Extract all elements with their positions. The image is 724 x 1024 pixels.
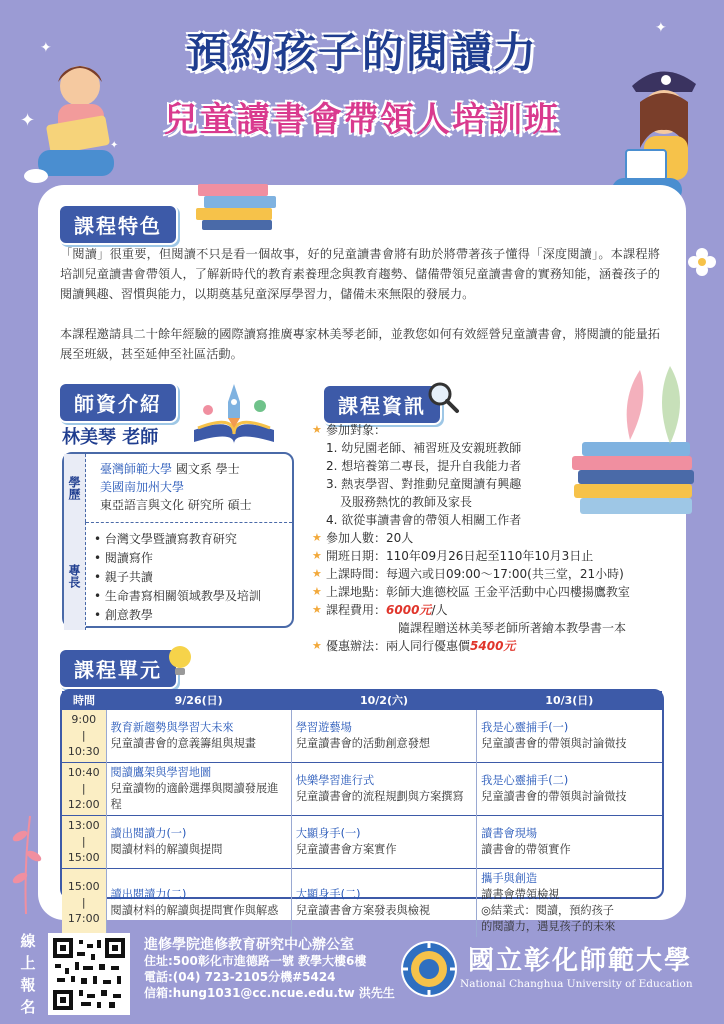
session-cell: 大顯身手(二) 兒童讀書會方案發表與檢視 bbox=[291, 868, 476, 937]
address-text: 住址:500彰化市進德路一號 教學大樓6樓 bbox=[144, 954, 367, 968]
course-info-heading: 課程資訊 bbox=[322, 384, 442, 425]
time-cell: 9:00 | 10:30 bbox=[62, 709, 106, 762]
table-row bbox=[62, 762, 662, 815]
table-row bbox=[62, 868, 662, 937]
expertise-item: • 台灣文學暨讀寫教育研究 bbox=[94, 532, 237, 546]
time-cell: 13:00 | 15:00 bbox=[62, 815, 106, 868]
teacher-heading: 師資介紹 bbox=[58, 382, 178, 423]
star-bullet-icon: ★ bbox=[312, 531, 322, 544]
office-name: 進修學院進修教育研究中心辦公室 bbox=[144, 937, 354, 953]
contact-info bbox=[144, 937, 395, 1001]
page-subtitle: 兒童讀書會帶領人培訓班 bbox=[164, 100, 560, 140]
session-cell: 讀出閱讀力(一) 閱讀材料的解讀與提問 bbox=[106, 815, 291, 868]
audience-item: 4. 欲從事讀書會的帶領人相關工作者 bbox=[326, 513, 522, 527]
audience-item: 3. 熱衷學習、對推動兒童閱讀有興趣 bbox=[326, 477, 522, 491]
star-icon: ✦ bbox=[110, 140, 119, 151]
session-cell: 教育新趨勢與學習大未來 兒童讀書會的意義籌組與規畫 bbox=[106, 709, 291, 762]
book-stack-icon bbox=[196, 182, 280, 232]
university-name-cn: 國立彰化師範大學 bbox=[468, 946, 693, 976]
university-name-en: National Changhua University of Education bbox=[460, 978, 693, 990]
session-cell: 大顯身手(一) 兒童讀書會方案實作 bbox=[291, 815, 476, 868]
star-icon: ✦ bbox=[40, 40, 52, 56]
expertise-item: • 親子共讀 bbox=[94, 570, 153, 584]
schedule-table bbox=[60, 689, 664, 933]
university-emblem-icon bbox=[400, 940, 458, 998]
expertise-list bbox=[94, 530, 261, 625]
star-bullet-icon: ★ bbox=[312, 639, 322, 652]
qr-code-icon bbox=[53, 938, 125, 1010]
session-cell: 學習遊藝場 兒童讀書會的活動創意發想 bbox=[291, 709, 476, 762]
star-icon: ✦ bbox=[20, 110, 36, 131]
course-features-heading: 課程特色 bbox=[58, 204, 178, 245]
education-item: 東亞語言與文化 研究所 碩士 bbox=[100, 498, 252, 512]
column-header: 10/3(日) bbox=[477, 691, 662, 709]
course-features-paragraph-2: 本課程邀請具二十餘年經驗的國際讀寫推廣專家林美琴老師，並教您如何有效經營兒童讀書會，將閱讀的能量拓展至班級，甚至延伸至社區活動。 bbox=[60, 327, 660, 361]
teacher-profile-box bbox=[62, 452, 294, 628]
info-row: ★ 上課時間：每週六或日09:00～17:00(共三堂，21小時) bbox=[312, 567, 624, 581]
star-bullet-icon: ★ bbox=[312, 567, 322, 580]
expertise-label: 專長 bbox=[64, 522, 86, 630]
session-cell: 我是心靈捕手(一) 兒童讀書會的帶領與討論微技 bbox=[477, 709, 662, 762]
column-header: 10/2(六) bbox=[291, 691, 476, 709]
education-item: 美國南加州大學 bbox=[100, 480, 185, 494]
education-item: 臺灣師範大學 國文系 學士 bbox=[100, 462, 240, 476]
time-cell: 15:00 | 17:00 bbox=[62, 868, 106, 937]
magnifier-icon bbox=[426, 380, 460, 414]
session-cell: 讀書會現場 讀書會的帶領實作 bbox=[477, 815, 662, 868]
email-text[interactable]: 信箱:hung1031@cc.ncue.edu.tw 洪先生 bbox=[144, 986, 395, 1000]
session-cell: 閱讀鷹架與學習地圖 兒童讀物的適齡選擇與閱讀發展進程 bbox=[106, 762, 291, 815]
flower-icon bbox=[686, 246, 718, 278]
expertise-item: • 生命書寫相關領域教學及培訓 bbox=[94, 589, 261, 603]
info-row: ★ 參加人數：20人 bbox=[312, 531, 414, 545]
audience-item: 及服務熱忱的教師及家長 bbox=[340, 495, 473, 509]
education-list bbox=[100, 460, 252, 514]
time-cell: 10:40 | 12:00 bbox=[62, 762, 106, 815]
plant-leaf-icon bbox=[610, 360, 700, 444]
teacher-name: 林美琴 老師 bbox=[62, 427, 159, 448]
star-bullet-icon: ★ bbox=[312, 585, 322, 598]
star-icon: ✦ bbox=[655, 20, 667, 36]
fee-note: 隨課程贈送林美琴老師所著繪本教學書一本 bbox=[398, 621, 627, 635]
audience-item: 1. 幼兒園老師、補習班及安親班教師 bbox=[326, 441, 522, 455]
education-label: 學歷 bbox=[64, 454, 86, 522]
star-bullet-icon: ★ bbox=[312, 423, 322, 436]
signup-qr-code[interactable] bbox=[48, 933, 130, 1015]
table-row bbox=[62, 709, 662, 762]
divider bbox=[86, 522, 292, 523]
info-row: ★ 參加對象： bbox=[312, 423, 387, 437]
book-stack-icon bbox=[572, 440, 700, 518]
star-bullet-icon: ★ bbox=[312, 603, 322, 616]
table-row bbox=[62, 815, 662, 868]
info-row: ★ 優惠辦法：兩人同行優惠價 5400元 bbox=[312, 639, 516, 653]
star-bullet-icon: ★ bbox=[312, 549, 322, 562]
info-row: ★ 上課地點：彰師大進德校區 王金平活動中心四樓揚鷹教室 bbox=[312, 585, 630, 599]
audience-item: 2. 想培養第二專長，提升自我能力者 bbox=[326, 459, 522, 473]
flower-branch-icon bbox=[6, 806, 46, 916]
course-units-heading: 課程單元 bbox=[58, 648, 178, 689]
expertise-item: • 閱讀寫作 bbox=[94, 551, 153, 565]
session-cell: 讀出閱讀力(二) 閱讀材料的解讀與提問實作與解惑 bbox=[106, 868, 291, 937]
university-logo bbox=[400, 938, 710, 1008]
session-cell: 快樂學習進行式 兒童讀書會的流程規劃與方案撰寫 bbox=[291, 762, 476, 815]
open-book-rocket-icon bbox=[188, 380, 280, 446]
session-cell: 我是心靈捕手(二) 兒童讀書會的帶領與討論微技 bbox=[477, 762, 662, 815]
info-row: ★ 開班日期：110年09月26日起至110年10月3日止 bbox=[312, 549, 594, 563]
online-signup-label: 線 上 報 名 bbox=[20, 932, 36, 1016]
info-row: ★ 課程費用： 6000元 /人 bbox=[312, 603, 448, 617]
session-cell: 攜手與創造 讀書會帶領檢視 ◎結業式：閱讀，預約孩子 的閱讀力，遇見孩子的未來 bbox=[477, 868, 662, 937]
page-title: 預約孩子的閱讀力 bbox=[185, 28, 538, 77]
column-header: 時間 bbox=[62, 691, 106, 709]
column-header: 9/26(日) bbox=[106, 691, 291, 709]
expertise-item: • 創意教學 bbox=[94, 608, 153, 622]
lightbulb-icon bbox=[166, 644, 194, 678]
course-features-paragraph-1: 「閱讀」很重要，但閱讀不只是看一個故事，好的兒童讀書會將有助於將帶著孩子懂得「深度閱讀」。本課程將培訓兒童讀書會帶領人，了解新時代的教育素養理念與教育趨勢、儲備帶領兒童讀書會的實務知能，涵養孩子的閱讀興趣、習慣與能力，以期奠基兒童深厚學習力，儲備未來無限的發展力。 bbox=[60, 247, 660, 301]
phone-text: 電話:(04) 723-2105分機#5424 bbox=[144, 970, 336, 984]
